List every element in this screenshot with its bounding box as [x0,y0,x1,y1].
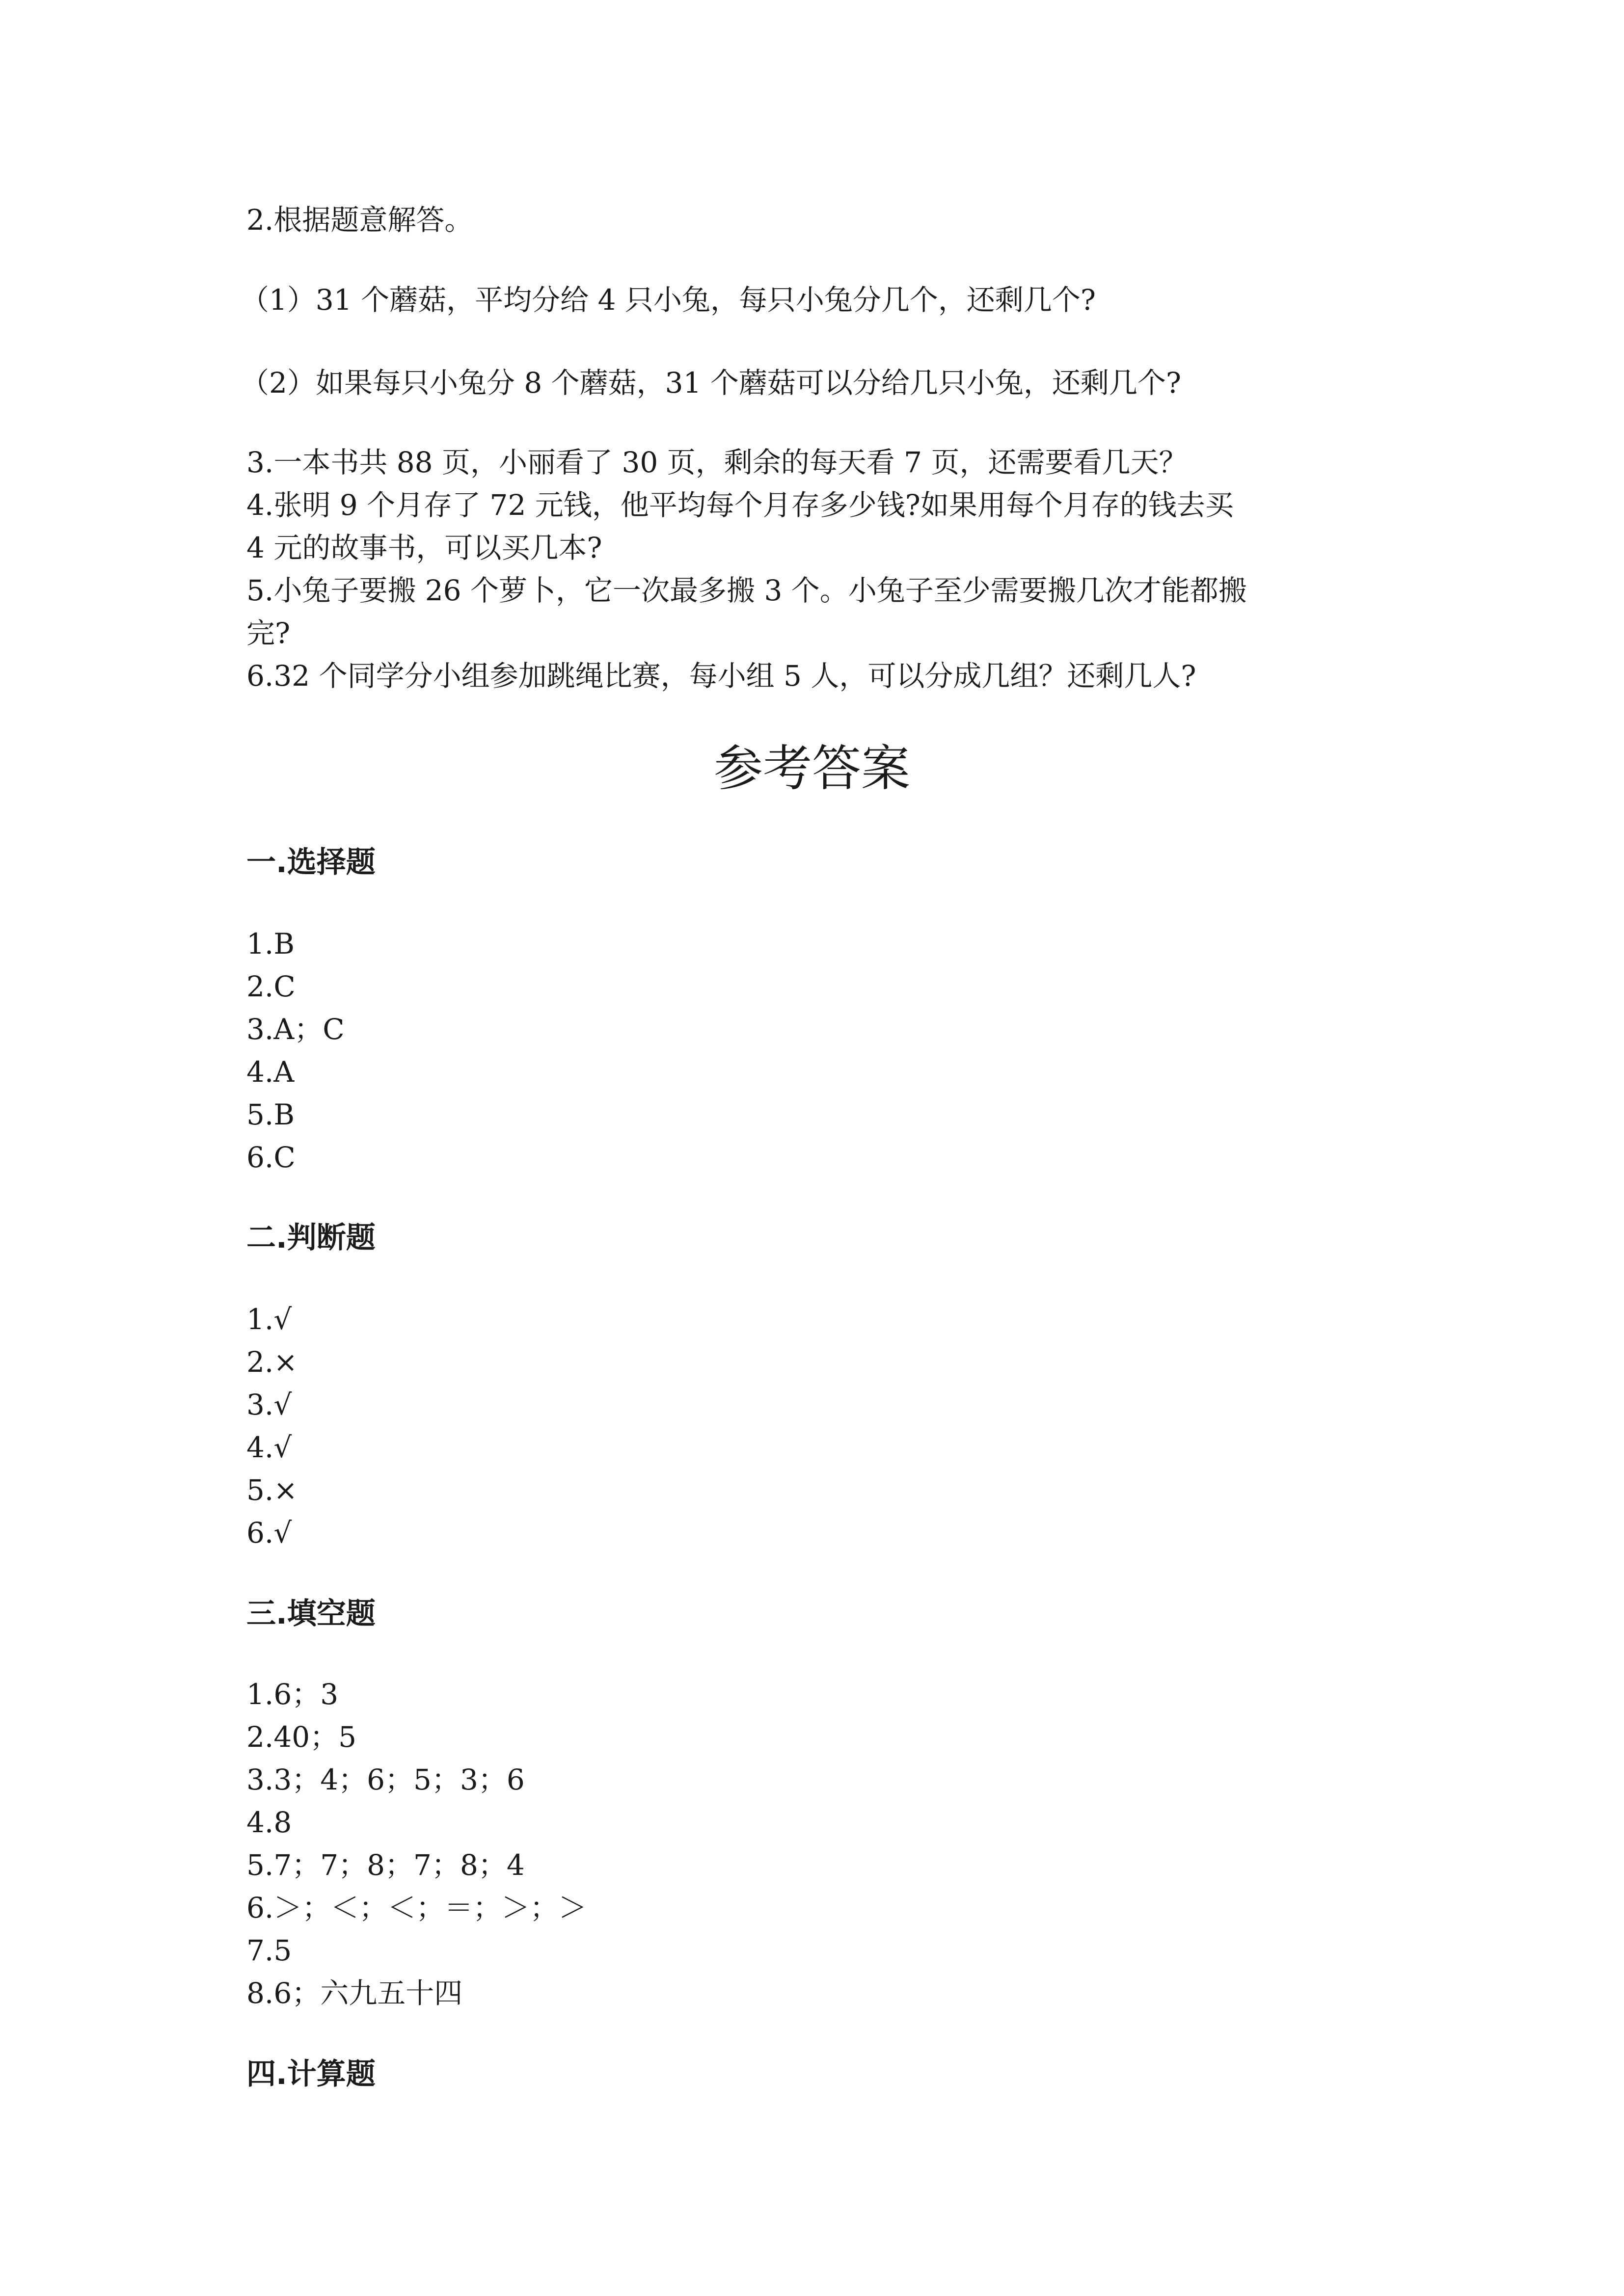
answer-item: 8.6；六九五十四 [246,1976,463,2010]
question-3: 3.一本书共 88 页，小丽看了 30 页，剩余的每天看 7 页，还需要看几天？ [246,446,1188,479]
answer-item: 3.√ [246,1388,292,1421]
question-2-sub-1: （1）31 个蘑菇，平均分给 4 只小兔，每只小兔分几个，还剩几个? [241,283,1096,317]
answer-item: 5.B [246,1098,295,1131]
answer-item: 6.＞；＜；＜；＝；＞；＞ [246,1891,587,1924]
section-heading-choice: 一.选择题 [246,845,376,880]
question-2-title: 2.根据题意解答。 [246,203,473,237]
answer-item: 2.40；5 [246,1720,357,1754]
answer-item: 4.8 [246,1806,292,1839]
answer-item: 7.5 [246,1934,292,1967]
answer-item: 5.× [246,1473,298,1507]
section-heading-fill-blank: 三.填空题 [246,1597,376,1631]
question-5-line-1: 5.小兔子要搬 26 个萝卜，它一次最多搬 3 个。小兔子至少需要搬几次才能都搬 [246,574,1247,607]
answer-item: 2.C [246,970,296,1003]
answer-item: 5.7；7；8；7；8；4 [246,1848,525,1882]
section-heading-calculation: 四.计算题 [246,2057,376,2091]
question-5-line-2: 完? [246,616,291,650]
answer-item: 1.6；3 [246,1678,339,1711]
question-6: 6.32 个同学分小组参加跳绳比赛，每小组 5 人，可以分成几组？还剩几人? [246,659,1196,693]
question-4-line-2: 4 元的故事书，可以买几本? [246,531,602,564]
answer-item: 6.C [246,1141,296,1174]
section-heading-true-false: 二.判断题 [246,1221,376,1255]
answer-item: 6.√ [246,1516,292,1549]
answer-item: 3.3；4；6；5；3；6 [246,1763,525,1796]
answer-item: 4.√ [246,1431,292,1464]
question-2-sub-2: （2）如果每只小兔分 8 个蘑菇，31 个蘑菇可以分给几只小兔，还剩几个? [241,366,1182,400]
question-4-line-1: 4.张明 9 个月存了 72 元钱，他平均每个月存多少钱?如果用每个月存的钱去买 [246,488,1234,522]
answer-item: 2.× [246,1345,298,1379]
answer-item: 1.B [246,927,295,961]
answer-item: 4.A [246,1055,295,1089]
answers-title: 参考答案 [714,740,910,797]
answer-item: 1.√ [246,1303,292,1336]
answer-item: 3.A；C [246,1013,345,1046]
